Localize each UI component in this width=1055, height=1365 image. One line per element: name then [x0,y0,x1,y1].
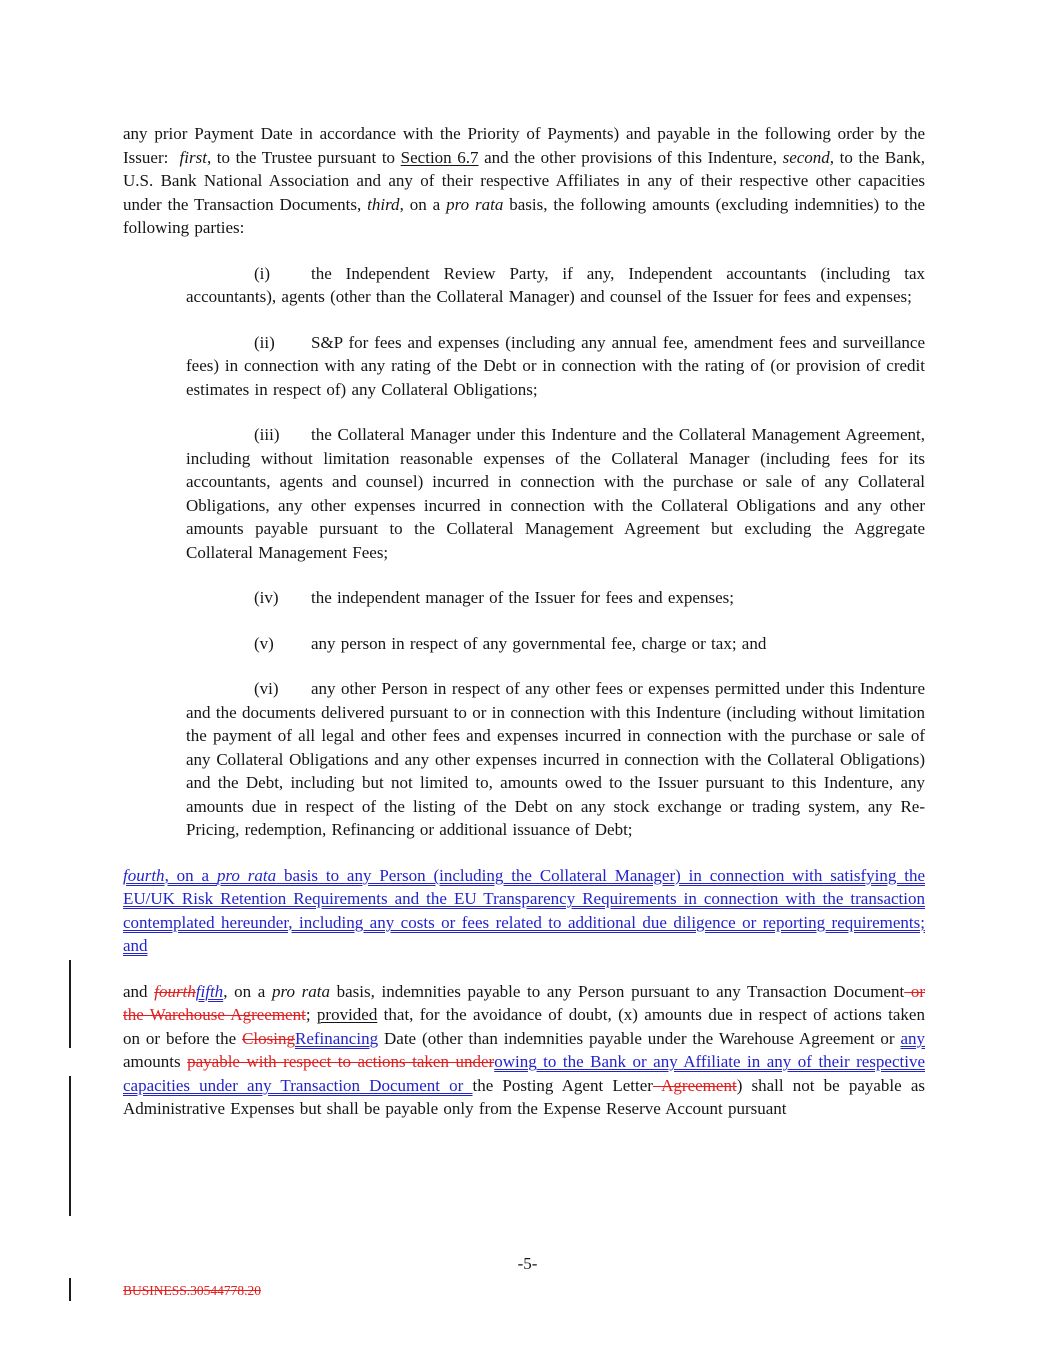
list-item-label: (ii) [254,332,275,352]
text-run: the Independent Review Party, if any, Independent accountants (including tax accountants), agents (other than the Collateral Manager) and counsel of the Issuer for fees and expenses; [186,263,925,306]
inserted-text: basis to any Person (including the Collateral Manager) in connection with satisfying the EU/UK Risk Retention Requirements and the EU Transparency Requirements in connection with the transaction contemplated hereunder, including any costs or fees related to additional due diligence or reporting requirements; and [123,865,925,955]
text-run: pro rata [446,194,504,214]
text-run: S&P for fees and expenses (including any annual fee, amendment fees and surveillance fees) in connection with any rating of the Debt or in connection with the rating of (or provision of credit estimates in respect of) any Collateral Obligations; [186,332,925,399]
text-run: Date (other than indemnities payable under the Warehouse Agreement or [378,1028,901,1048]
list-item-iv [186,586,925,610]
inserted-text: , on a [164,865,217,885]
text-run: Section 6.7 [400,147,479,167]
list-item-iii [186,423,925,564]
text-run: and the other provisions of this Indenture, [478,147,783,167]
text-run: the Collateral Manager under this Indenture and the Collateral Management Agreement, including without limitation reasonable expenses of the Collateral Manager (including fees for its accountants, agents and counsel) incurred in connection with the purchase or sale of any Collateral Obligations, any other expenses incurred in connection with the Collateral Obligations and any other amounts payable pursuant to the Collateral Management Agreement but excluding the Aggregate Collateral Management Fees; [186,425,925,562]
text-run: first [179,147,207,167]
text-run: , to the Bank, U.S. Bank National Association and any of their respective Affiliates in any of their respective other capacities under the Transaction Documents, [123,147,925,214]
change-bar [69,1278,71,1301]
text-run: amounts [123,1052,188,1071]
list-item-label: (i) [254,263,271,283]
intro-paragraph [123,122,925,240]
text-run: , to the Trustee pursuant to [206,147,401,167]
inserted-text: fifth [195,981,224,1001]
inserted-text: any [900,1028,926,1048]
page-number: -5- [517,1254,538,1273]
list-item-vi [186,677,925,842]
inserted-text: Refinancing [294,1028,379,1048]
inserted-paragraph-fourth [123,864,925,958]
list-item-ii [186,331,925,402]
text-run: that, for the avoidance of doubt, (x) amounts due in respect of actions taken on or before the [123,1005,925,1048]
text-run: the Posting Agent Letter [472,1075,653,1095]
text-run: basis, indemnities payable to any Person pursuant to any Transaction Document [329,981,905,1001]
deleted-text: fourth [154,981,196,1001]
text-run: , on a [399,194,447,214]
list-item-label: (vi) [254,679,279,698]
text-run: ) shall not be payable as Administrative Expenses but shall be payable only from the Expense Reserve Account pursuant [123,1075,926,1118]
inserted-text: owing to the Bank or any Affiliate in any of their respective capacities under any Transaction Document or [123,1052,925,1095]
text-run: and [123,981,155,1001]
text-run: third [367,194,400,214]
text-run: any person in respect of any governmental fee, charge or tax; and [311,633,767,653]
text-run: basis, the following amounts (excluding indemnities) to the following parties: [123,194,925,237]
change-bar [69,960,71,1048]
list-item-i [186,262,925,309]
text-run: any prior Payment Date in accordance with the Priority of Payments) and payable in the following order by the Issuer: [123,124,925,167]
document-body [123,122,925,1143]
deleted-text: Agreement [652,1075,737,1095]
text-run: provided [316,1005,378,1024]
redlined-paragraph-fifth [123,980,925,1121]
text-run: any other Person in respect of any other fees or expenses permitted under this Indenture and the documents delivered pursuant to or in connection with this Indenture (including without limitation the payment of all legal and other fees and expenses incurred in connection with the purchase or sale of any Collateral Obligations and any other expenses incurred in connection with the Collateral Obligations) and the Debt, including but not limited to, amounts owed to the Issuer pursuant to this Indenture, any amounts due in respect of the listing of the Debt on any stock exchange or trading system, any Re-Pricing, redemption, Refinancing or additional issuance of Debt; [186,679,925,839]
deleted-text: Closing [242,1028,295,1048]
document-id-deleted: BUSINESS.30544778.20 [123,1283,262,1298]
change-bar [69,1076,71,1216]
list-item-label: (v) [254,633,274,653]
inserted-text: fourth [123,865,165,885]
deleted-text: or the Warehouse Agreement [123,981,926,1024]
text-run: the independent manager of the Issuer for fees and expenses; [311,588,734,607]
text-run: second [782,147,830,167]
text-run: ; [305,1005,317,1024]
deleted-text: payable with respect to actions taken under [187,1052,495,1071]
list-item-label: (iv) [254,588,279,607]
text-run: , on a [223,981,272,1001]
text-run: pro rata [271,981,330,1001]
inserted-text: pro rata [216,865,277,885]
list-item-label: (iii) [254,425,280,444]
list-item-v [186,632,925,656]
